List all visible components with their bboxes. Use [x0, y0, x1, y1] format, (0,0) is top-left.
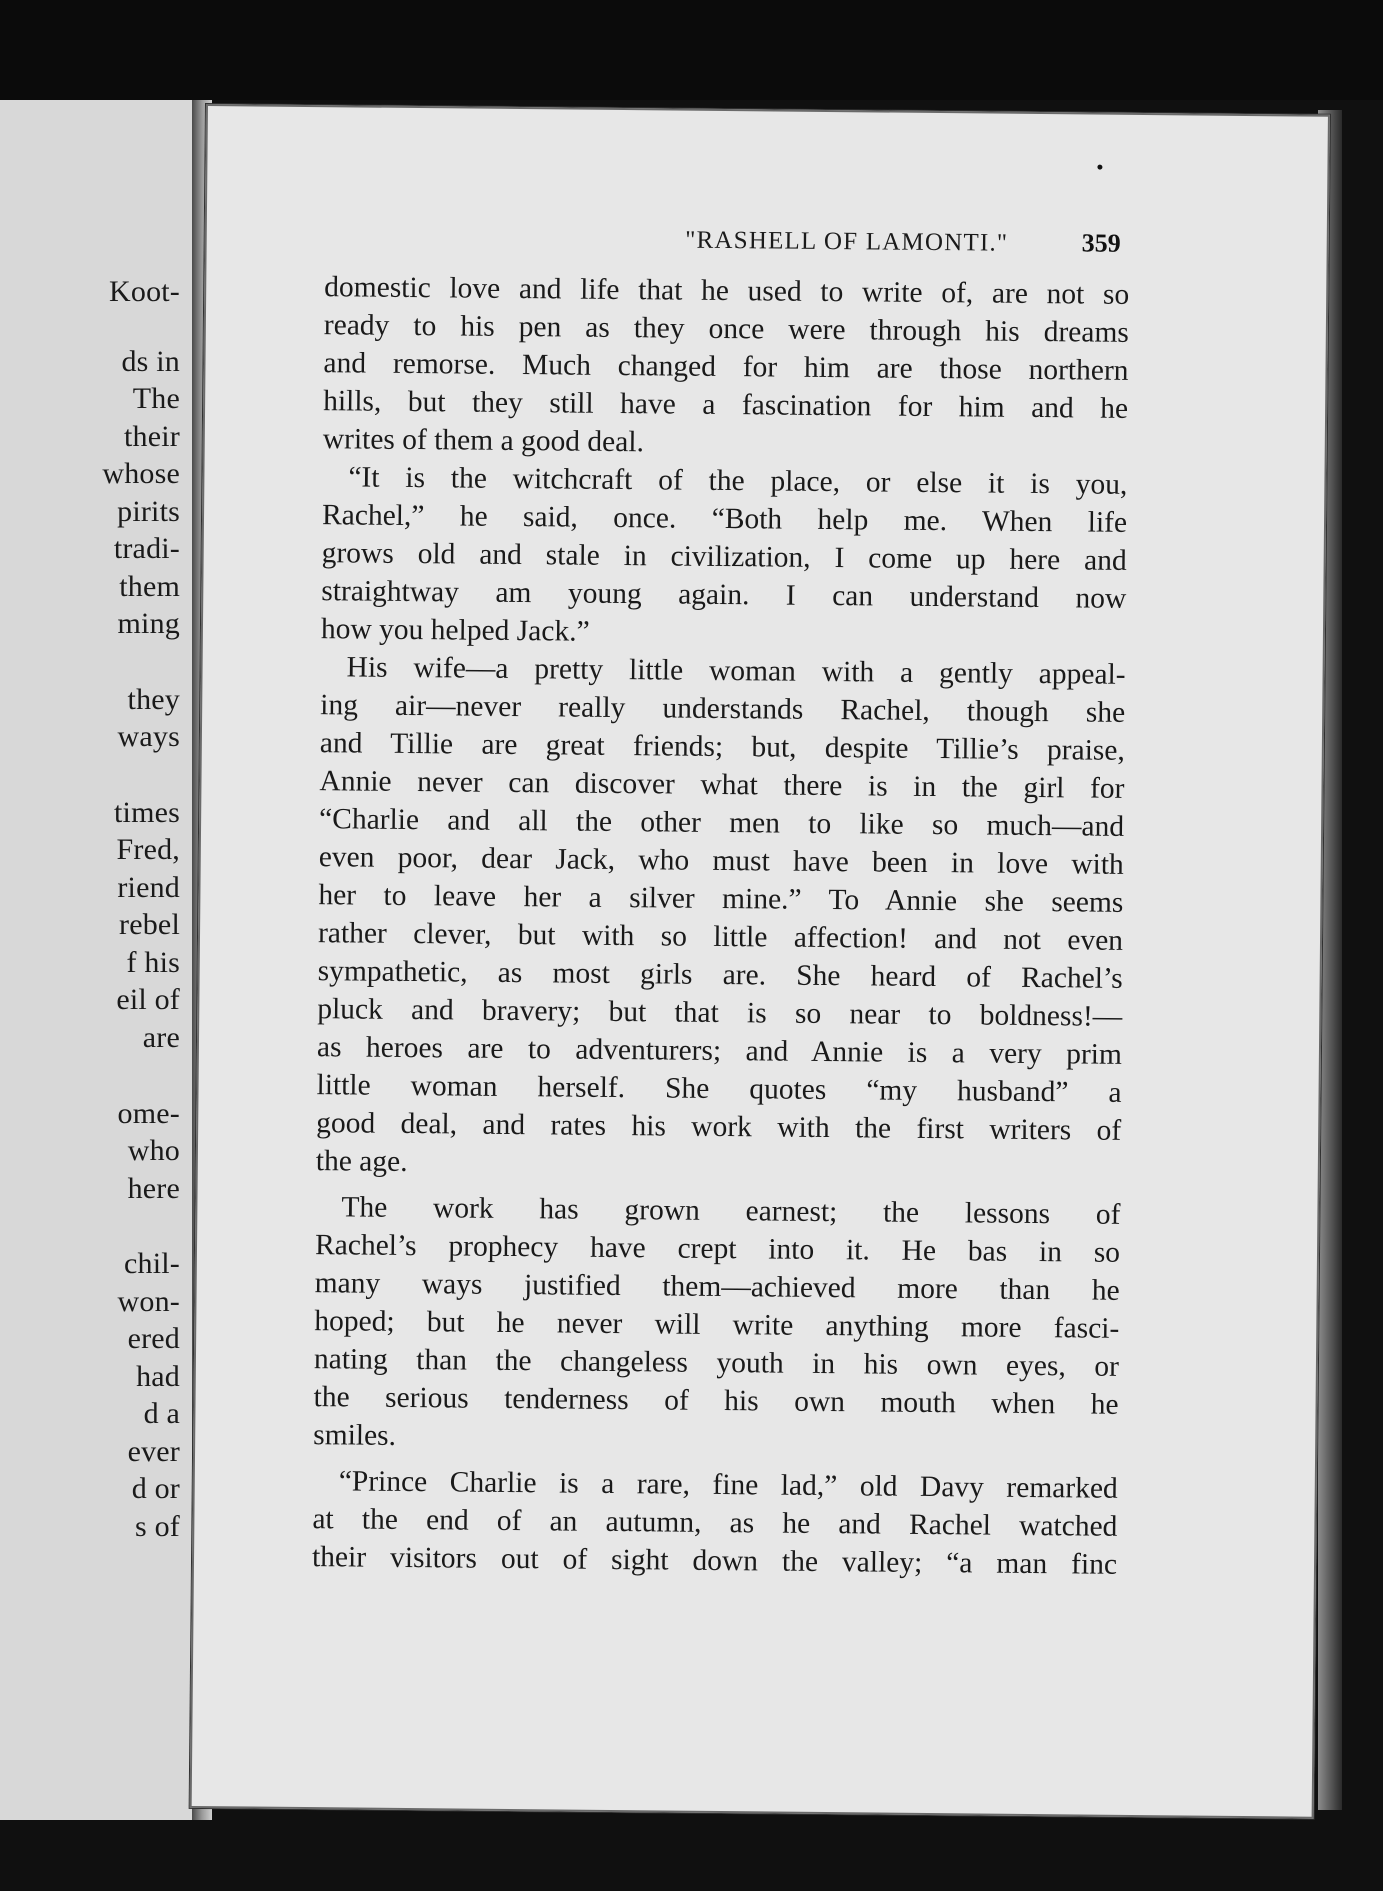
text-line: ready to his pen as they once were through his dreams: [323, 309, 1129, 349]
left-page-fragment: ds in: [121, 345, 180, 378]
text-line: “It is the witchcraft of the place, or else it is you,: [348, 461, 1128, 501]
text-line: many ways justified them—achieved more than he: [314, 1267, 1120, 1307]
text-line: “Prince Charlie is a rare, fine lad,” old Davy remarked: [338, 1465, 1118, 1505]
text-line: good deal, and rates his work with the first writers of: [316, 1107, 1122, 1147]
left-page-fragment: rebel: [119, 908, 180, 941]
left-page-fragment: are: [142, 1021, 180, 1054]
text-line: Rachel,” he said, once. “Both help me. When life: [321, 499, 1128, 539]
left-page-fragment: ming: [117, 607, 180, 640]
text-line: the serious tenderness of his own mouth when he: [313, 1381, 1119, 1421]
text-line: domestic love and life that he used to write of, are not so: [324, 271, 1130, 311]
page-number: 359: [1081, 228, 1121, 258]
text-line: His wife—a pretty little woman with a gently appeal-: [346, 651, 1126, 691]
text-line: even poor, dear Jack, who must have been in love with: [318, 841, 1124, 881]
left-page-fragment: won-: [117, 1285, 180, 1318]
right-page: [190, 104, 1330, 1819]
text-line: as heroes are to adventurers; and Annie is a very prim: [316, 1031, 1123, 1071]
left-page-fragment: their: [124, 420, 180, 453]
text-line: hills, but they still have a fascination for him and he: [322, 385, 1129, 425]
text-line: how you helped Jack.”: [320, 613, 590, 648]
text-line: The work has grown earnest; the lessons of: [341, 1191, 1121, 1231]
left-page-fragment: chil-: [124, 1247, 180, 1280]
text-line: her to leave her a silver mine.” To Annie she seems: [318, 879, 1124, 919]
text-line: pluck and bravery; but that is so near to boldness!—: [317, 993, 1123, 1033]
left-page-fragment: tradi-: [113, 532, 180, 565]
text-line: straightway am young again. I can understand now: [321, 575, 1127, 615]
text-line: hoped; but he never will write anything more fasci-: [314, 1305, 1120, 1345]
left-page-fragment: times: [114, 796, 180, 829]
left-page-fragment: f his: [126, 946, 180, 979]
left-page-fragment: Koot-: [109, 275, 180, 308]
text-line: little woman herself. She quotes “my husband” a: [316, 1069, 1122, 1109]
text-line: and Tillie are great friends; but, despite Tillie’s praise,: [319, 727, 1125, 767]
left-page-fragment: here: [127, 1172, 180, 1205]
left-page-fragment: d a: [143, 1397, 180, 1430]
running-head: "RASHELL OF LAMONTI.": [685, 226, 1009, 257]
text-line: their visitors out of sight down the valley; “a man finc: [311, 1541, 1118, 1581]
text-line: the age.: [315, 1145, 408, 1178]
left-page-fragment: who: [127, 1134, 180, 1167]
left-page-fragment: ome-: [117, 1097, 180, 1130]
left-page-fragment: The: [132, 382, 180, 415]
text-line: “Charlie and all the other men to like so much—and: [318, 803, 1125, 843]
left-page-fragment: whose: [102, 457, 180, 490]
left-page-fragment: they: [127, 683, 180, 716]
text-line: at the end of an autumn, as he and Rachel watched: [312, 1503, 1118, 1543]
left-page-fragment: ever: [127, 1435, 180, 1468]
left-page-fragment: eil of: [116, 983, 180, 1016]
text-line: smiles.: [313, 1419, 397, 1452]
left-page-fragment: riend: [117, 871, 180, 904]
left-page-fragment: Fred,: [116, 833, 180, 866]
left-page-fragment: them: [119, 570, 180, 603]
scan-background: [0, 0, 1383, 100]
left-page-fragment: had: [136, 1360, 180, 1393]
left-page-fragment: s of: [135, 1510, 180, 1543]
print-speck: [1097, 165, 1102, 170]
left-page-fragment: pirits: [117, 495, 180, 528]
left-page-fragment: ered: [127, 1322, 180, 1355]
text-line: Annie never can discover what there is in the girl for: [319, 765, 1125, 805]
text-line: and remorse. Much changed for him are those northern: [323, 347, 1129, 387]
text-line: nating than the changeless youth in his own eyes, or: [313, 1343, 1120, 1383]
text-line: rather clever, but with so little affection! and not even: [317, 917, 1124, 957]
text-line: Rachel’s prophecy have crept into it. He bas in so: [314, 1229, 1121, 1269]
text-line: grows old and stale in civilization, I come up here and: [321, 537, 1127, 577]
text-line: writes of them a good deal.: [322, 423, 645, 459]
body-text: [312, 268, 1130, 1584]
left-page: [0, 100, 195, 1820]
left-page-fragment: ways: [117, 720, 180, 753]
text-line: ing air—never really understands Rachel, though she: [320, 689, 1126, 729]
text-line: sympathetic, as most girls are. She heard of Rachel’s: [317, 955, 1123, 995]
left-page-fragment: d or: [131, 1472, 180, 1505]
